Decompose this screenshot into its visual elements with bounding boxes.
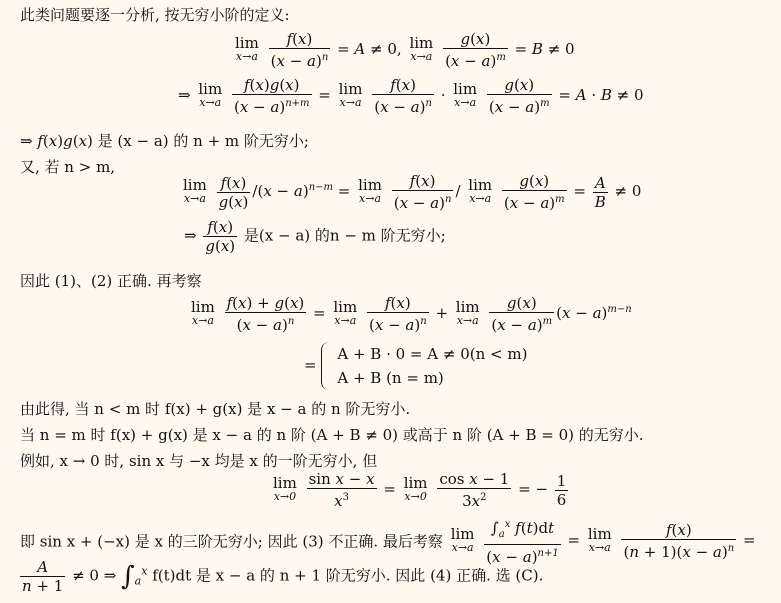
equation-2: ⇒ lim x→a $\frac{f(x)g(x)}{(x - a)^{n+m}}$ = lim x→a $\frac{f(x)}{(x - a)^n}$ · lim x→a $\frac{g(x)}{(x - a)^m}$ = A · B ≠ 0 bbox=[178, 76, 644, 116]
equation-6: lim x→0 $\frac{\text{sin x − x}}{x^3}$ = lim x→0 $\frac{\text{cos x − 1}}{3x^2}$ = − $\frac{1}{6}$ bbox=[273, 470, 567, 510]
limit: lim x→a bbox=[409, 34, 434, 63]
equation-3: lim x→a $\frac{f(x)}{g(x)}$ $/(x - a)^{n-m}$ = lim x→a $\frac{f(x)}{(x - a)^n}$ / lim x→a $\frac{g(x)}{(x - a)^m}$ = $\frac{A}{B}$ ≠ 0 bbox=[183, 172, 642, 212]
piecewise-cases: = A + B · 0 = A ≠ 0(n < m) A + B (n = m) bbox=[304, 342, 527, 390]
from-line: 由此得, 当 n < m 时 f(x) + g(x) 是 x − a 的 n 阶无穷小. bbox=[20, 400, 411, 418]
intro-line: 此类问题要逐一分析, 按无穷小阶的定义: bbox=[20, 6, 290, 24]
conclusion-1: ⇒ f(x)g(x) 是 (x − a) 的 n + m 阶无穷小; bbox=[20, 132, 309, 150]
final-line-2: $\frac{A}{n + 1}$ ≠ 0 ⇒ $\int_a^x$ f(t)dt 是 x − a 的 n + 1 阶无穷小. 因此 (4) 正确. 选 (C). bbox=[22, 558, 544, 595]
case-2: A + B (n = m) bbox=[337, 369, 444, 387]
example-line: 例如, x → 0 时, sin x 与 −x 均是 x 的一阶无穷小, 但 bbox=[20, 452, 378, 470]
case-1: A + B · 0 = A ≠ 0(n < m) bbox=[337, 345, 528, 363]
limit: lim x→a bbox=[235, 34, 259, 63]
equation-5: lim x→a $\frac{f(x) + g(x)}{(x - a)^n}$ = lim x→a $\frac{f(x)}{(x - a)^n}$ + lim x→a $\frac{g(x)}{(x - a)^m}$ $(x - a)^{m-n}$ bbox=[191, 294, 632, 334]
again-line: 又, 若 n > m, bbox=[20, 158, 116, 176]
when-line: 当 n = m 时 f(x) + g(x) 是 x − a 的 n 阶 (A + B ≠ 0) 或高于 n 阶 (A + B = 0) 的无穷小. bbox=[20, 426, 644, 444]
equation-4: ⇒ $\frac{f(x)}{g(x)}$ 是(x − a) 的n − m 阶无穷小; bbox=[184, 218, 446, 255]
therefore-line: 因此 (1)、(2) 正确. 再考察 bbox=[20, 272, 202, 290]
equation-1: lim x→a $\frac{f(x)}{(x - a)^n}$ = A ≠ 0, lim x→a $\frac{g(x)}{(x - a)^m}$ = B ≠ 0 bbox=[235, 30, 575, 70]
fraction: $\frac{f(x)}{(x - a)^n}$ bbox=[270, 30, 329, 70]
final-line-1: 即 sin x + (−x) 是 x 的三阶无穷小; 因此 (3) 不正确. 最后考察 lim x→a $\frac{\int_a^x f(t)dt}{(x - a)^{n+1}}$ = lim x→a $\frac{f(x)}{(n + 1)(x - a)^n}$ = bbox=[20, 516, 756, 566]
fraction: $\frac{g(x)}{(x - a)^m}$ bbox=[445, 30, 506, 70]
